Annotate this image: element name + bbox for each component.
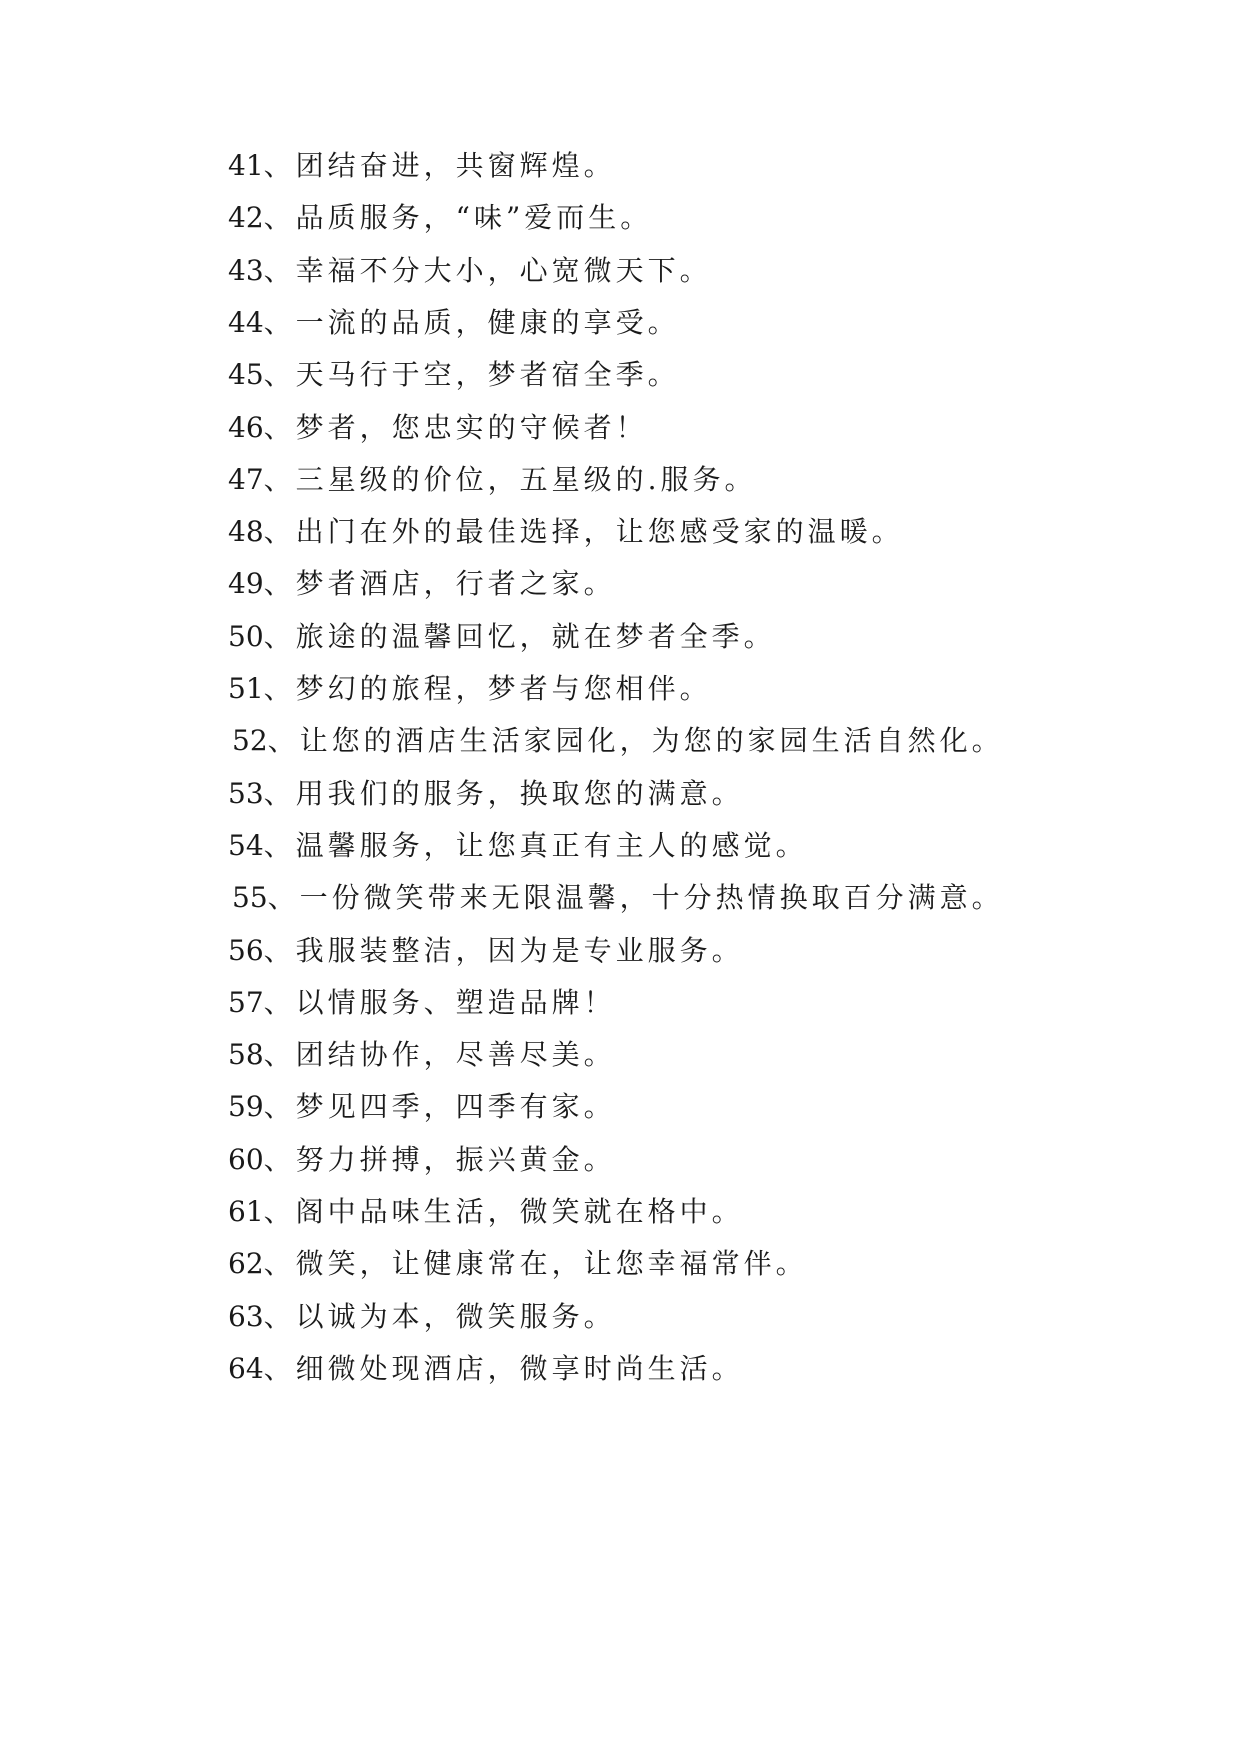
list-item	[228, 357, 680, 393]
item-separator: 、	[263, 1090, 296, 1123]
item-text: 我服装整洁，因为是专业服务。	[295, 934, 744, 967]
item-number: 48	[228, 515, 264, 548]
list-item	[228, 1089, 616, 1125]
item-text: 温馨服务，让您真正有主人的感觉。	[295, 829, 808, 862]
list-item	[228, 253, 712, 289]
item-text: 团结协作，尽善尽美。	[295, 1038, 616, 1071]
item-number: 59	[228, 1090, 264, 1123]
item-number: 46	[228, 411, 264, 444]
item-number: 42	[228, 201, 264, 234]
list-item	[228, 462, 757, 498]
list-item	[228, 148, 616, 184]
item-number: 54	[228, 829, 264, 862]
item-text: 以诚为本，微笑服务。	[295, 1300, 616, 1333]
item-text: 梦者酒店，行者之家。	[295, 567, 616, 600]
item-number: 41	[228, 149, 264, 182]
list-item	[228, 1299, 616, 1335]
list-item	[228, 410, 648, 446]
item-text: 一份微笑带来无限温馨，十分热情换取百分满意。	[299, 881, 1004, 914]
item-text: 阁中品味生活，微笑就在格中。	[295, 1195, 744, 1228]
list-item	[228, 671, 712, 707]
item-separator: 、	[263, 672, 296, 705]
item-separator: 、	[267, 881, 300, 914]
item-number: 47	[228, 463, 264, 496]
item-number: 60	[228, 1143, 264, 1176]
item-text: 细微处现酒店，微享时尚生活。	[295, 1352, 744, 1385]
item-text: 梦见四季，四季有家。	[295, 1090, 616, 1123]
item-separator: 、	[263, 829, 296, 862]
item-text: 以情服务、塑造品牌！	[295, 986, 616, 1019]
list-item	[228, 200, 652, 236]
list-item	[228, 776, 744, 812]
item-separator: 、	[263, 1352, 296, 1385]
item-number: 58	[228, 1038, 264, 1071]
item-text: 出门在外的最佳选择，让您感受家的温暖。	[295, 515, 904, 548]
item-separator: 、	[263, 254, 296, 287]
item-text: 幸福不分大小，心宽微天下。	[295, 254, 712, 287]
item-separator: 、	[263, 777, 296, 810]
item-text: 品质服务，“味”爱而生。	[295, 201, 653, 234]
item-number: 55	[232, 881, 268, 914]
item-separator: 、	[263, 463, 296, 496]
item-separator: 、	[263, 149, 296, 182]
item-number: 49	[228, 567, 264, 600]
item-number: 62	[228, 1247, 264, 1280]
list-item	[228, 828, 808, 864]
list-item	[228, 985, 616, 1021]
item-text: 一流的品质，健康的享受。	[295, 306, 680, 339]
list-item	[228, 566, 616, 602]
item-text: 三星级的价位，五星级的.服务。	[295, 463, 757, 496]
item-separator: 、	[263, 620, 296, 653]
item-separator: 、	[263, 1247, 296, 1280]
list-item	[228, 1194, 744, 1230]
item-separator: 、	[263, 1300, 296, 1333]
list-item	[232, 723, 1004, 759]
item-number: 64	[228, 1352, 264, 1385]
list-item	[228, 1037, 616, 1073]
item-text: 旅途的温馨回忆，就在梦者全季。	[295, 620, 776, 653]
item-number: 44	[228, 306, 264, 339]
item-text: 让您的酒店生活家园化，为您的家园生活自然化。	[299, 724, 1004, 757]
item-separator: 、	[263, 201, 296, 234]
list-item	[228, 933, 744, 969]
item-separator: 、	[263, 934, 296, 967]
list-item	[228, 1246, 808, 1282]
item-number: 56	[228, 934, 264, 967]
list-item	[228, 1351, 744, 1387]
item-separator: 、	[263, 515, 296, 548]
item-separator: 、	[263, 1195, 296, 1228]
item-number: 61	[228, 1195, 264, 1228]
list-item	[232, 880, 1004, 916]
item-separator: 、	[263, 358, 296, 391]
item-number: 45	[228, 358, 264, 391]
item-separator: 、	[263, 1143, 296, 1176]
item-separator: 、	[263, 411, 296, 444]
item-text: 团结奋进，共窗辉煌。	[295, 149, 616, 182]
list-item	[228, 305, 680, 341]
item-separator: 、	[263, 1038, 296, 1071]
list-item	[228, 619, 776, 655]
item-number: 50	[228, 620, 264, 653]
item-number: 51	[228, 672, 264, 705]
item-separator: 、	[263, 986, 296, 1019]
item-text: 天马行于空，梦者宿全季。	[295, 358, 680, 391]
item-separator: 、	[263, 567, 296, 600]
item-text: 微笑，让健康常在，让您幸福常伴。	[295, 1247, 808, 1280]
item-number: 43	[228, 254, 264, 287]
item-separator: 、	[263, 306, 296, 339]
item-number: 52	[232, 724, 268, 757]
item-text: 梦者，您忠实的守候者！	[295, 411, 648, 444]
item-separator: 、	[267, 724, 300, 757]
list-item	[228, 1142, 616, 1178]
item-text: 努力拼搏，振兴黄金。	[295, 1143, 616, 1176]
item-number: 53	[228, 777, 264, 810]
item-text: 梦幻的旅程，梦者与您相伴。	[295, 672, 712, 705]
item-number: 63	[228, 1300, 264, 1333]
item-number: 57	[228, 986, 264, 1019]
item-text: 用我们的服务，换取您的满意。	[295, 777, 744, 810]
list-item	[228, 514, 904, 550]
